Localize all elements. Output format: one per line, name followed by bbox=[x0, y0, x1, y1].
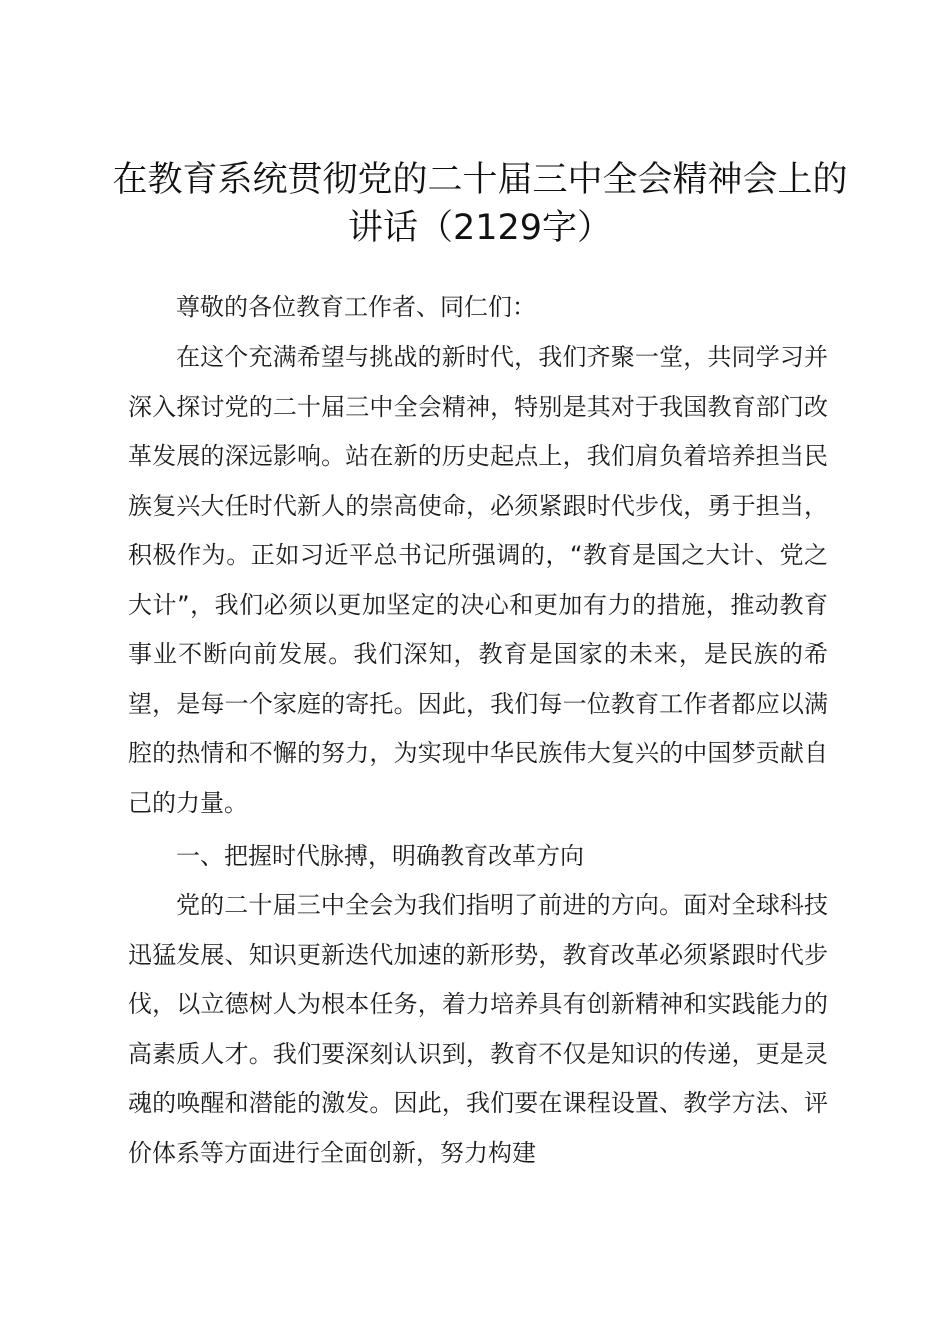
salutation: 尊敬的各位教育工作者、同仁们： bbox=[176, 293, 536, 321]
document-title: 在教育系统贯彻党的二十届三中全会精神会上的讲话（2129字） bbox=[112, 160, 848, 248]
section-heading-1: 一、把握时代脉搏，明确教育改革方向 bbox=[176, 842, 584, 870]
paragraph-intro: 在这个充满希望与挑战的新时代，我们齐聚一堂，共同学习并深入探讨党的二十届三中全会精神，特别是其对于我国教育部门改革发展的深远影响。站在新的历史起点上，我们肩负着培养担当民族复兴大任时代新人的崇高使命，必须紧跟时代步伐，勇于担当，积极作为。正如习近平总书记所强调的，“教育是国之大计、党之大计”，我们必须以更加坚定的决心和更加有力的措施，推动教育事业不断向前发展。我们深知，教育是国家的未来，是民族的希望，是每一个家庭的寄托。因此，我们每一位教育工作者都应以满腔的热情和不懈的努力，为实现中华民族伟大复兴的中国梦贡献自己的力量。 bbox=[128, 343, 828, 817]
paragraph-section-1: 党的二十届三中全会为我们指明了前进的方向。面对全球科技迅猛发展、知识更新迭代加速的新形势，教育改革必须紧跟时代步伐，以立德树人为根本任务，着力培养具有创新精神和实践能力的高素质人才。我们要深刻认识到，教育不仅是知识的传递，更是灵魂的唤醒和潜能的激发。因此，我们要在课程设置、教学方法、评价体系等方面进行全面创新，努力构建 bbox=[128, 891, 828, 1167]
